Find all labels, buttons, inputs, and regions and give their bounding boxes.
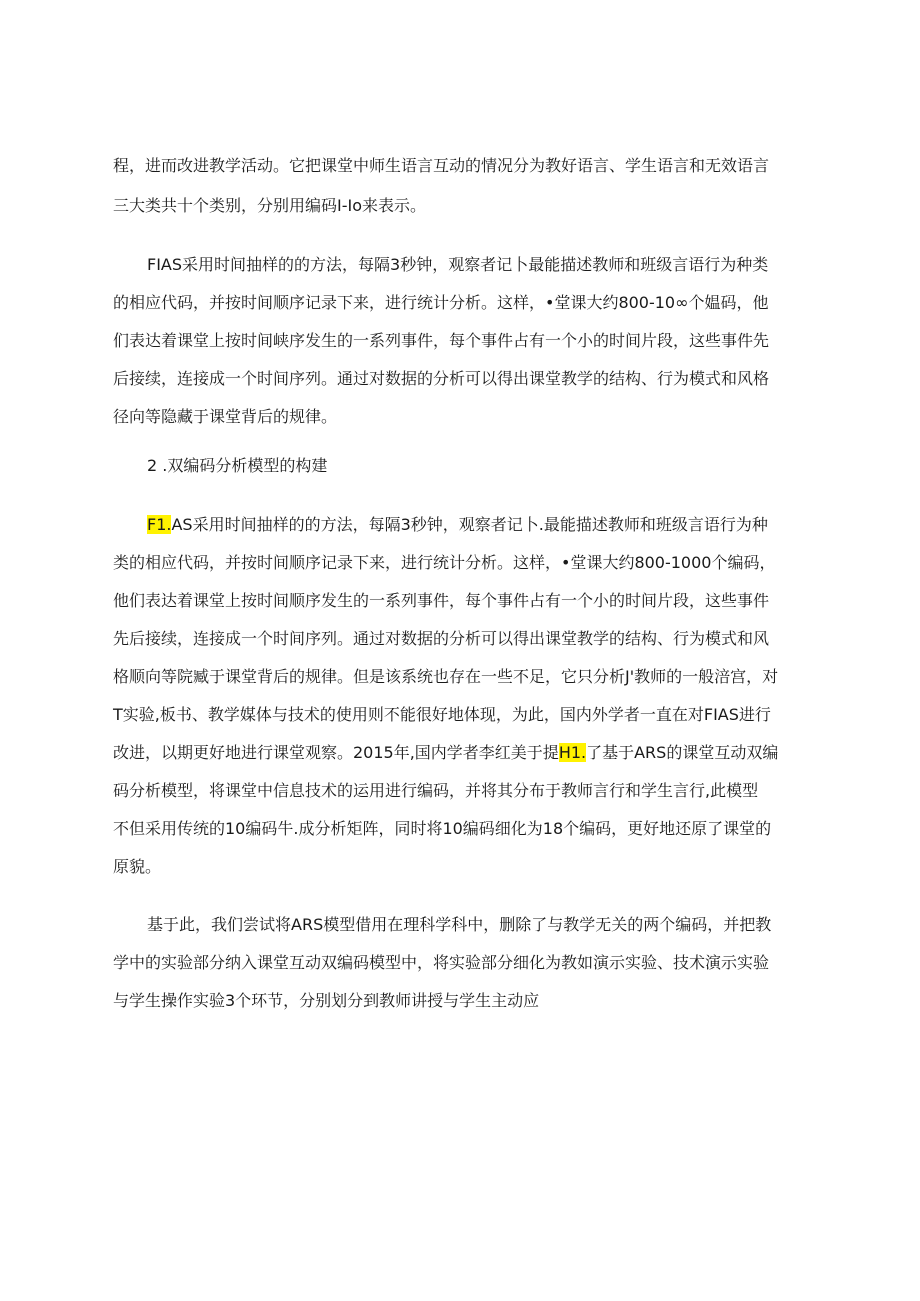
text-line: 与学生操作实验3个环节，分别划分到教师讲授与学生主动应 — [113, 991, 540, 1010]
text-line — [113, 743, 778, 765]
text-line: 他们表达着课堂上按时间顺序发生的一系列事件，每个事件占有一个小的时间片段，这些事件 — [113, 591, 770, 610]
text-line: 类的相应代码，并按时间顺序记录下来，进行统计分析。这样，•堂课大约800-1000个编码， — [113, 553, 776, 572]
text-segment: AS采用时间抽样的的方法，每隔3秒钟，观察者记卜.最能描述教师和班级言语行为种 — [171, 515, 768, 534]
text-line: T实验,板书、教学媒体与技术的使用则不能很好地体现，为此，国内外学者一直在对FIAS进行 — [113, 705, 771, 724]
text-line: 径向等隐藏于课堂背后的规律。 — [113, 407, 338, 426]
text-line: 不但采用传统的10编码牛.成分析矩阵，同时将10编码细化为18个编码，更好地还原了课堂的 — [113, 819, 772, 838]
heading-text: 2 .双编码分析模型的构建 — [147, 456, 328, 475]
text-line: 三大类共十个类别，分别用编码I-Io来表示。 — [113, 196, 427, 215]
highlighted-text: H1. — [558, 743, 587, 762]
text-line: 格顺向等院臧于课堂背后的规律。但是该系统也存在一些不足，它只分析J'教师的一般涪宫，对 — [113, 667, 779, 686]
text-line: FIAS采用时间抽样的的方法，每隔3秒钟，观察者记卜最能描述教师和班级言语行为种类 — [147, 255, 769, 274]
text-line: 程，进而改进教学活动。它把课堂中师生语言互动的情况分为教好语言、学生语言和无效语言 — [113, 156, 770, 175]
text-segment: 了基于ARS的课堂互动双编 — [586, 743, 779, 762]
text-line: 后接续，连接成一个时间序列。通过对数据的分析可以得出课堂教学的结构、行为模式和风格 — [113, 369, 770, 388]
text-segment: 改进，以期更好地进行课堂观察。2015年,国内学者李红美于提 — [113, 743, 559, 762]
text-line: 码分析模型，将课堂中信息技术的运用进行编码，并将其分布于教师言行和学生言行,此模型 — [113, 781, 759, 800]
text-line — [147, 515, 768, 537]
text-line: 原貌。 — [113, 857, 162, 876]
text-line: 先后接续，连接成一个时间序列。通过对数据的分析可以得出课堂教学的结构、行为模式和风 — [113, 629, 770, 648]
text-line: 的相应代码，并按时间顺序记录下来，进行统计分析。这样，•堂课大约800-10∞个媪码，他 — [113, 293, 769, 312]
text-line: 学中的实验部分纳入课堂互动双编码模型中，将实验部分细化为教如演示实验、技术演示实验 — [113, 953, 770, 972]
text-line: 们表达着课堂上按时间峡序发生的一系列事件，每个事件占有一个小的时间片段，这些事件先 — [113, 331, 770, 350]
text-line: 基于此，我们尝试将ARS模型借用在理科学科中，删除了与教学无关的两个编码，并把教 — [147, 915, 772, 934]
highlighted-text: F1. — [147, 515, 172, 534]
